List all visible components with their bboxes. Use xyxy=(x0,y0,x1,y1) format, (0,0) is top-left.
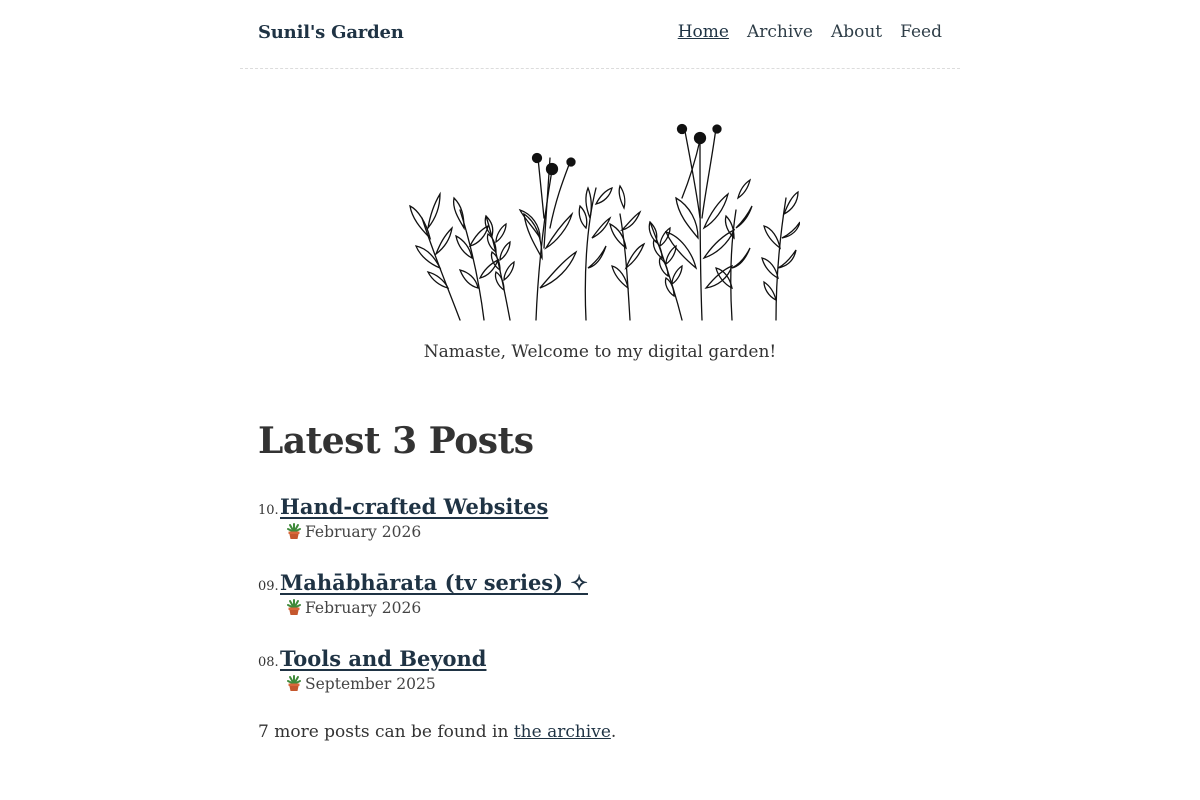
potted-plant-icon xyxy=(285,598,303,616)
post-number: 10. xyxy=(258,503,279,518)
site-header xyxy=(240,0,960,69)
post-meta xyxy=(285,522,421,541)
potted-plant-icon xyxy=(285,674,303,692)
wildflowers-illustration xyxy=(400,118,800,323)
post-title-link[interactable]: Hand-crafted Websites xyxy=(280,494,549,519)
page-container xyxy=(240,0,960,742)
site-title-link[interactable]: Sunil's Garden xyxy=(258,22,404,43)
post-date: February 2026 xyxy=(305,599,422,617)
nav-about-link[interactable]: About xyxy=(830,22,883,42)
post-item xyxy=(258,494,549,541)
nav-feed-link[interactable]: Feed xyxy=(900,22,942,42)
post-title-link[interactable]: Tools and Beyond xyxy=(280,646,487,671)
latest-posts-heading: Latest 3 Posts xyxy=(258,420,534,462)
more-posts-prefix: 7 more posts can be found in xyxy=(258,722,514,742)
main-nav xyxy=(678,22,942,42)
post-number: 09. xyxy=(258,579,279,594)
archive-link[interactable]: the archive xyxy=(513,722,611,742)
more-posts-note xyxy=(258,722,616,742)
post-title-link[interactable]: Mahābhārata (tv series) ✧ xyxy=(280,570,588,595)
post-item xyxy=(258,570,588,617)
welcome-text: Namaste, Welcome to my digital garden! xyxy=(423,342,777,362)
nav-archive-link[interactable]: Archive xyxy=(746,22,813,42)
post-number: 08. xyxy=(258,655,279,670)
potted-plant-icon xyxy=(285,522,303,540)
post-item xyxy=(258,646,487,693)
post-date: February 2026 xyxy=(305,523,422,541)
post-meta xyxy=(285,598,421,617)
post-date: September 2025 xyxy=(305,675,436,693)
hero-section xyxy=(240,118,960,323)
post-meta xyxy=(285,674,436,693)
more-posts-suffix: . xyxy=(610,722,617,742)
nav-home-link[interactable]: Home xyxy=(677,22,729,42)
